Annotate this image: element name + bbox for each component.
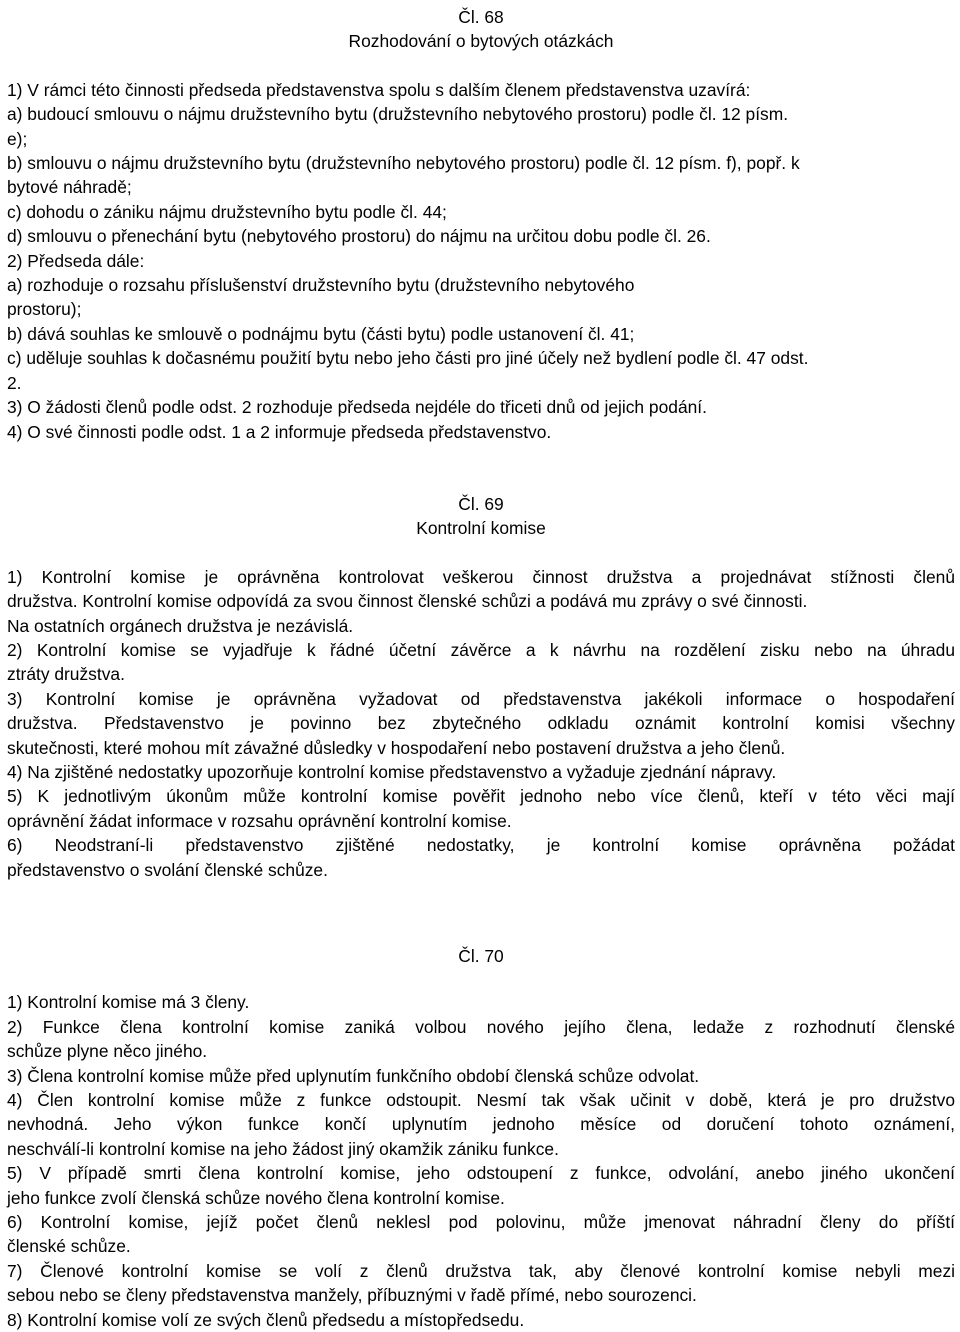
text-line: 8) Kontrolní komise volí ze svých členů předsedu a místopředsedu. <box>7 1309 525 1330</box>
article-body <box>7 78 955 444</box>
text-line: 3) Člena kontrolní komise může před uplynutím funkčního období členská schůze odvolat. <box>7 1065 700 1086</box>
text-line: 2) Funkce člena kontrolní komise zaniká volbou nového jejího člena, ledaže z rozhodnutí členské <box>7 1016 955 1037</box>
text-line: 1) Kontrolní komise má 3 členy. <box>7 992 250 1013</box>
article-body <box>7 990 955 1332</box>
document-page <box>7 5 955 1332</box>
text-line: 2. <box>7 372 22 393</box>
text-line: b) dává souhlas ke smlouvě o podnájmu bytu (části bytu) podle ustanovení čl. 41; <box>7 323 635 344</box>
article-68 <box>7 5 955 444</box>
text-line: 6) Kontrolní komise, jejíž počet členů neklesl pod polovinu, může jmenovat náhradní členy do příští <box>7 1212 955 1233</box>
text-line: 5) K jednotlivým úkonům může kontrolní komise pověřit jednoho nebo více členů, kteří v této věci mají <box>7 786 955 807</box>
text-line: skutečnosti, které mohou mít závažné důsledky v hospodaření nebo postavení družstva a jeho členů. <box>7 737 786 758</box>
article-number: Čl. 70 <box>458 946 504 966</box>
text-line: sebou nebo se členy představenstva manžely, příbuznými v řadě přímé, nebo sourozenci. <box>7 1285 697 1306</box>
text-line: 4) Na zjištěné nedostatky upozorňuje kontrolní komise představenstvo a vyžaduje zjednání nápravy. <box>7 761 777 782</box>
text-line: 7) Členové kontrolní komise se volí z členů družstva tak, aby členové kontrolní komise nebyli mezi <box>7 1260 955 1281</box>
article-title: Kontrolní komise <box>416 518 546 539</box>
article-body <box>7 565 955 882</box>
text-line: c) uděluje souhlas k dočasnému použití bytu nebo jeho části pro jiné účely než bydlení podle čl. 47 odst. <box>7 348 809 369</box>
text-line: 2) Kontrolní komise se vyjadřuje k řádné účetní závěrce a k návrhu na rozdělení zisku nebo na úhradu <box>7 639 955 660</box>
text-line: ztráty družstva. <box>7 664 125 685</box>
article-number: Čl. 68 <box>458 7 504 27</box>
text-line: neschválí-li kontrolní komise na jeho žádost jiný okamžik zániku funkce. <box>7 1138 559 1159</box>
text-line: a) rozhoduje o rozsahu příslušenství družstevního bytu (družstevního nebytového <box>7 275 635 296</box>
text-line: 3) Kontrolní komise je oprávněna vyžadovat od představenstva jakékoli informace o hospodaření <box>7 688 955 709</box>
text-line: c) dohodu o zániku nájmu družstevního bytu podle čl. 44; <box>7 201 447 222</box>
text-line: družstva. Kontrolní komise odpovídá za svou činnost členské schůzi a podává mu zprávy o své činnosti. <box>7 591 808 612</box>
text-line: schůze plyne něco jiného. <box>7 1041 208 1062</box>
text-line: nevhodná. Jeho výkon funkce končí uplynutím jednoho měsíce od doručení tohoto oznámení, <box>7 1114 955 1135</box>
text-line: 4) O své činnosti podle odst. 1 a 2 informuje předseda představenstvo. <box>7 421 552 442</box>
article-number: Čl. 69 <box>458 493 504 514</box>
text-line: 1) Kontrolní komise je oprávněna kontrolovat veškerou činnost družstva a projednávat stížnosti členů <box>7 566 955 587</box>
text-line: členské schůze. <box>7 1236 131 1257</box>
text-line: 6) Neodstraní-li představenstvo zjištěné nedostatky, je kontrolní komise oprávněna požádat <box>7 835 955 856</box>
text-line: bytové náhradě; <box>7 177 132 198</box>
text-line: oprávnění žádat informace v rozsahu oprávnění kontrolní komise. <box>7 810 512 831</box>
text-line: 2) Předseda dále: <box>7 250 145 271</box>
text-line: b) smlouvu o nájmu družstevního bytu (družstevního nebytového prostoru) podle čl. 12 písm. f), popř. k <box>7 153 800 174</box>
text-line: jeho funkce zvolí členská schůze nového člena kontrolní komise. <box>7 1187 505 1208</box>
text-line: d) smlouvu o přenechání bytu (nebytového prostoru) do nájmu na určitou dobu podle čl. 26. <box>7 226 711 247</box>
text-line: 3) O žádosti členů podle odst. 2 rozhoduje předseda nejdéle do třiceti dnů od jejich podání. <box>7 397 707 418</box>
article-title: Rozhodování o bytových otázkách <box>348 31 614 52</box>
text-line: 1) V rámci této činnosti předseda představenstva spolu s dalším členem představenstva uzavírá: <box>7 79 751 100</box>
text-line: a) budoucí smlouvu o nájmu družstevního bytu (družstevního nebytového prostoru) podle čl. 12 písm. <box>7 104 789 125</box>
text-line: Na ostatních orgánech družstva je nezávislá. <box>7 615 354 636</box>
text-line: představenstvo o svolání členské schůze. <box>7 859 328 880</box>
text-line: prostoru); <box>7 299 82 320</box>
text-line: 5) V případě smrti člena kontrolní komise, jeho odstoupení z funkce, odvolání, anebo jiného ukončení <box>7 1163 955 1184</box>
text-line: e); <box>7 128 28 149</box>
article-70 <box>7 944 955 1332</box>
text-line: družstva. Představenstvo je povinno bez zbytečného odkladu oznámit kontrolní komisi všechny <box>7 713 955 734</box>
text-line: 4) Člen kontrolní komise může z funkce odstoupit. Nesmí tak však učinit v době, která je pro družstvo <box>7 1090 955 1111</box>
article-69 <box>7 492 955 882</box>
